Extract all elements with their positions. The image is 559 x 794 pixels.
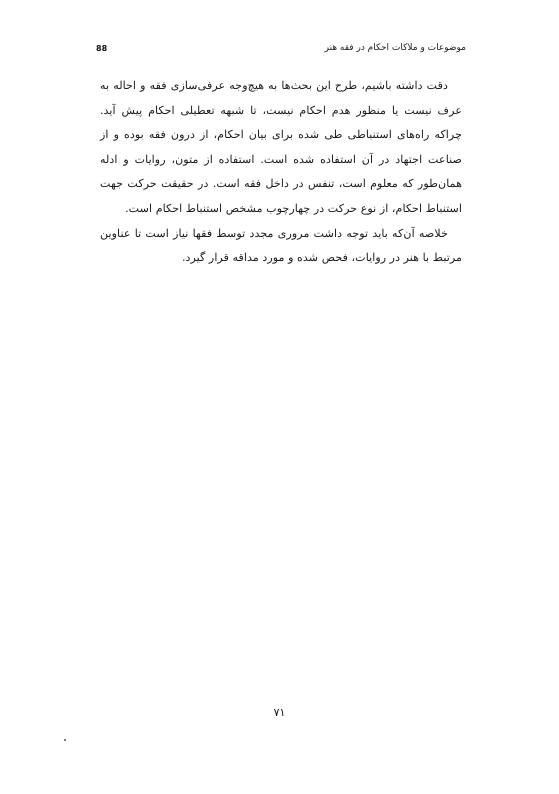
- scan-speck: [64, 739, 66, 741]
- paragraph: دقت داشته باشیم، طرح این بحث‌ها به هیچ‌وجه عرفی‌سازی فقه و احاله به عرف نیست یا منظور هدم احکام نیست، تا شبهه تعطیلی احکام پیش آید. چراکه راه‌های استنباطی طی شده برای بیان احکام، از درون فقه بوده و از صناعت اجتهاد در آن استفاده شده است. استفاده از متون، روایات و ادله همان‌طور که معلوم است، تنفس در داخل فقه است. در حقیقت حرکت جهت استنباط احکام، از نوع حرکت در چهارچوب مشخص استنباط احکام است.: [100, 79, 462, 215]
- header-page-mark: 88: [96, 43, 108, 53]
- running-title: موضوعات و ملاکات احکام در فقه هنر: [324, 43, 466, 53]
- running-header: [96, 38, 466, 58]
- main-text: [100, 74, 462, 271]
- page-number: ۷۱: [273, 706, 286, 719]
- paragraph: خلاصه آن‌که باید توجه داشت مروری مجدد توسط فقها نیاز است تا عناوین مرتبط با هنر در روایات، فحص شده و مورد مداقه قرار گیرد.: [100, 226, 462, 265]
